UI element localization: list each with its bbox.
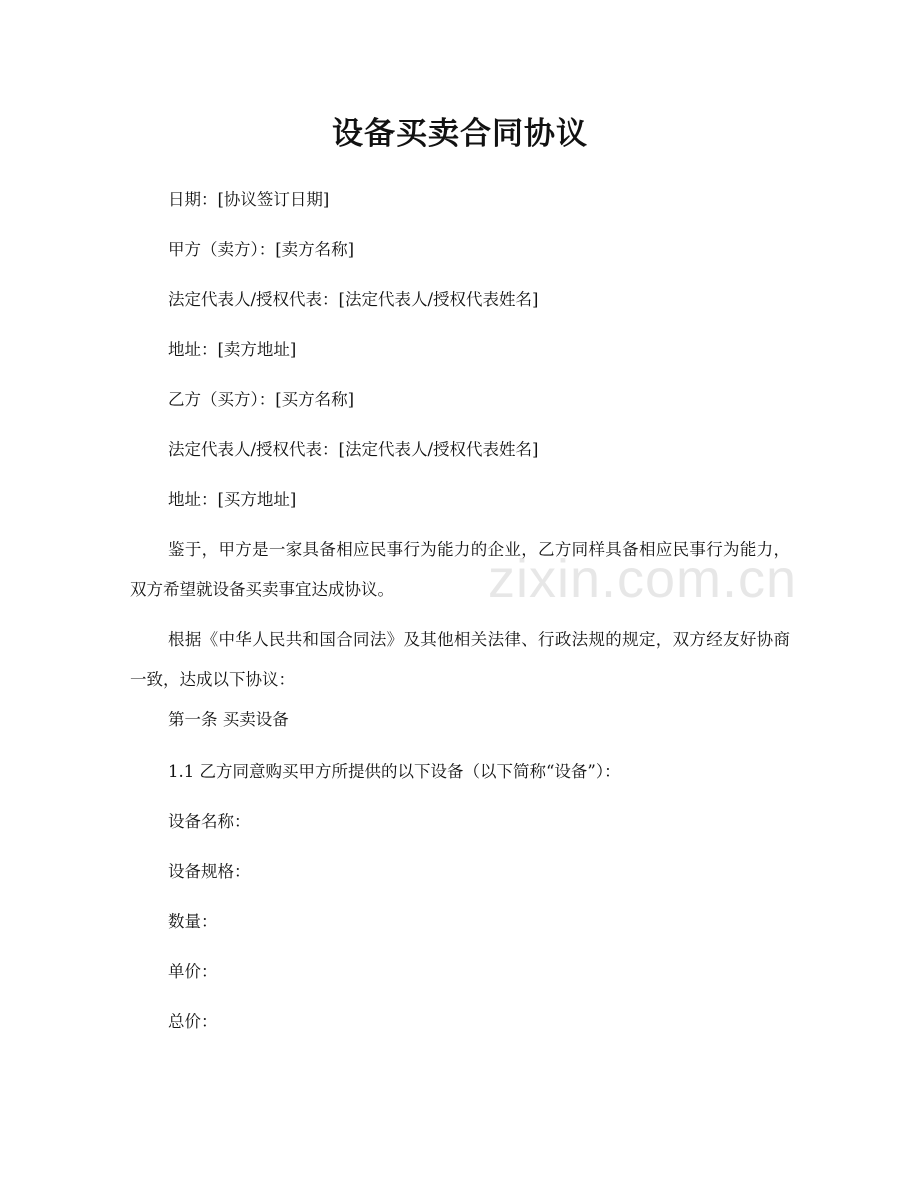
party-a-line: 甲方（卖方）：[卖方名称] xyxy=(168,240,355,259)
field-quantity: 数量： xyxy=(168,912,218,931)
party-b-address-line: 地址：[买方地址] xyxy=(168,490,297,509)
field-total-price: 总价： xyxy=(168,1012,218,1031)
article-1-heading: 第一条 买卖设备 xyxy=(168,710,289,729)
date-line: 日期：[协议签订日期] xyxy=(168,190,330,209)
party-b-line: 乙方（买方）：[买方名称] xyxy=(168,390,355,409)
field-equipment-spec: 设备规格： xyxy=(168,862,251,881)
whereas-paragraph: 鉴于，甲方是一家具备相应民事行为能力的企业，乙方同样具备相应民事行为能力，双方希望就设备买卖事宜达成协议。 xyxy=(130,540,790,599)
field-equipment-name: 设备名称： xyxy=(168,812,251,831)
party-a-representative-line: 法定代表人/授权代表：[法定代表人/授权代表姓名] xyxy=(168,290,539,309)
clause-1-1: 1.1 乙方同意购买甲方所提供的以下设备（以下简称“设备”）： xyxy=(168,762,621,781)
legal-basis-paragraph: 根据《中华人民共和国合同法》及其他相关法律、行政法规的规定，双方经友好协商一致，达成以下协议： xyxy=(130,630,790,689)
field-unit-price: 单价： xyxy=(168,962,218,981)
party-a-address-line: 地址：[卖方地址] xyxy=(168,340,297,359)
watermark: zixin.com.cn xyxy=(488,549,798,609)
document-title: 设备买卖合同协议 xyxy=(332,116,588,152)
party-b-representative-line: 法定代表人/授权代表：[法定代表人/授权代表姓名] xyxy=(168,440,539,459)
